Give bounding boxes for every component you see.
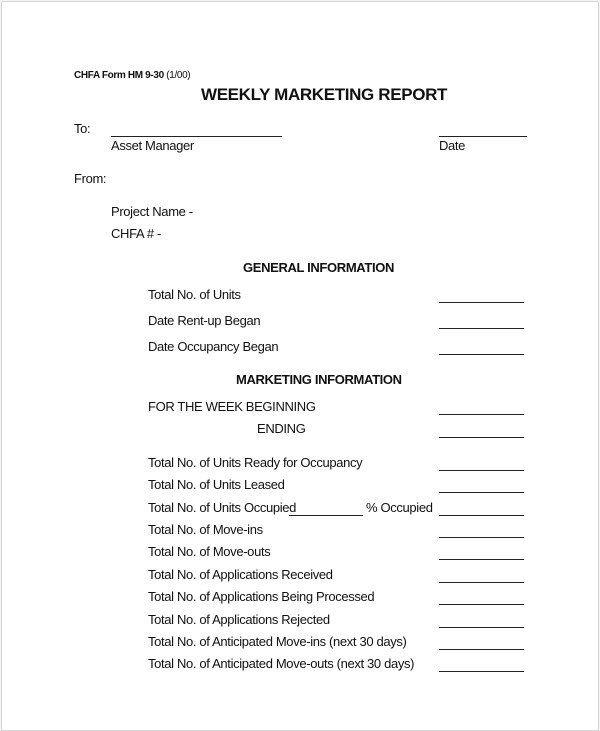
percent-occupied-label: % Occupied [366,500,433,515]
general-info-heading: GENERAL INFORMATION [243,260,395,275]
marketing-row-line[interactable] [439,559,524,560]
asset-manager-line[interactable] [111,136,282,137]
marketing-row-line[interactable] [439,537,524,538]
week-beginning-line[interactable] [439,414,524,415]
marketing-info-heading: MARKETING INFORMATION [236,372,402,387]
ending-label: ENDING [257,421,306,436]
occupancy-date-line[interactable] [439,354,524,355]
date-line[interactable] [439,136,527,137]
from-label: From: [74,171,107,186]
general-row-label: Date Rent-up Began [148,313,261,328]
marketing-row-label: Total No. of Move-ins [148,522,263,537]
marketing-row-line[interactable] [439,470,524,471]
marketing-row-line[interactable] [439,515,524,516]
page-title: WEEKLY MARKETING REPORT [201,85,448,104]
ending-line[interactable] [439,437,524,438]
rent-up-date-line[interactable] [439,328,524,329]
marketing-row-label: Total No. of Applications Received [148,567,333,582]
marketing-row-line[interactable] [439,627,524,628]
general-row-label: Total No. of Units [148,287,241,302]
general-row-label: Date Occupancy Began [148,339,279,354]
marketing-row-label: Total No. of Units Occupied [148,500,297,515]
marketing-row-label: Total No. of Units Ready for Occupancy [148,455,363,470]
form-number: CHFA Form HM 9-30 [74,70,164,81]
marketing-row-label: Total No. of Anticipated Move-outs (next 30 days) [148,656,415,671]
marketing-row-line[interactable] [439,649,524,650]
to-label: To: [74,121,91,136]
week-beginning-label: FOR THE WEEK BEGINNING [148,399,316,414]
marketing-row-line[interactable] [439,492,524,493]
marketing-row-line[interactable] [439,582,524,583]
marketing-row-label: Total No. of Move-outs [148,544,271,559]
total-units-line[interactable] [439,302,524,303]
marketing-row-label: Total No. of Units Leased [148,477,285,492]
chfa-number-label: CHFA # - [111,226,161,241]
form-revision: (1/00) [166,70,191,81]
marketing-row-label: Total No. of Anticipated Move-ins (next 30 days) [148,634,407,649]
marketing-row-line[interactable] [439,671,524,672]
asset-manager-label: Asset Manager [111,138,194,153]
marketing-row-label: Total No. of Applications Being Processed [148,589,375,604]
project-name-label: Project Name - [111,204,193,219]
percent-occupied-line[interactable] [289,515,363,516]
document-page [1,1,599,731]
date-label: Date [439,138,466,153]
marketing-row-line[interactable] [439,604,524,605]
marketing-row-label: Total No. of Applications Rejected [148,612,330,627]
form-id [74,68,190,84]
